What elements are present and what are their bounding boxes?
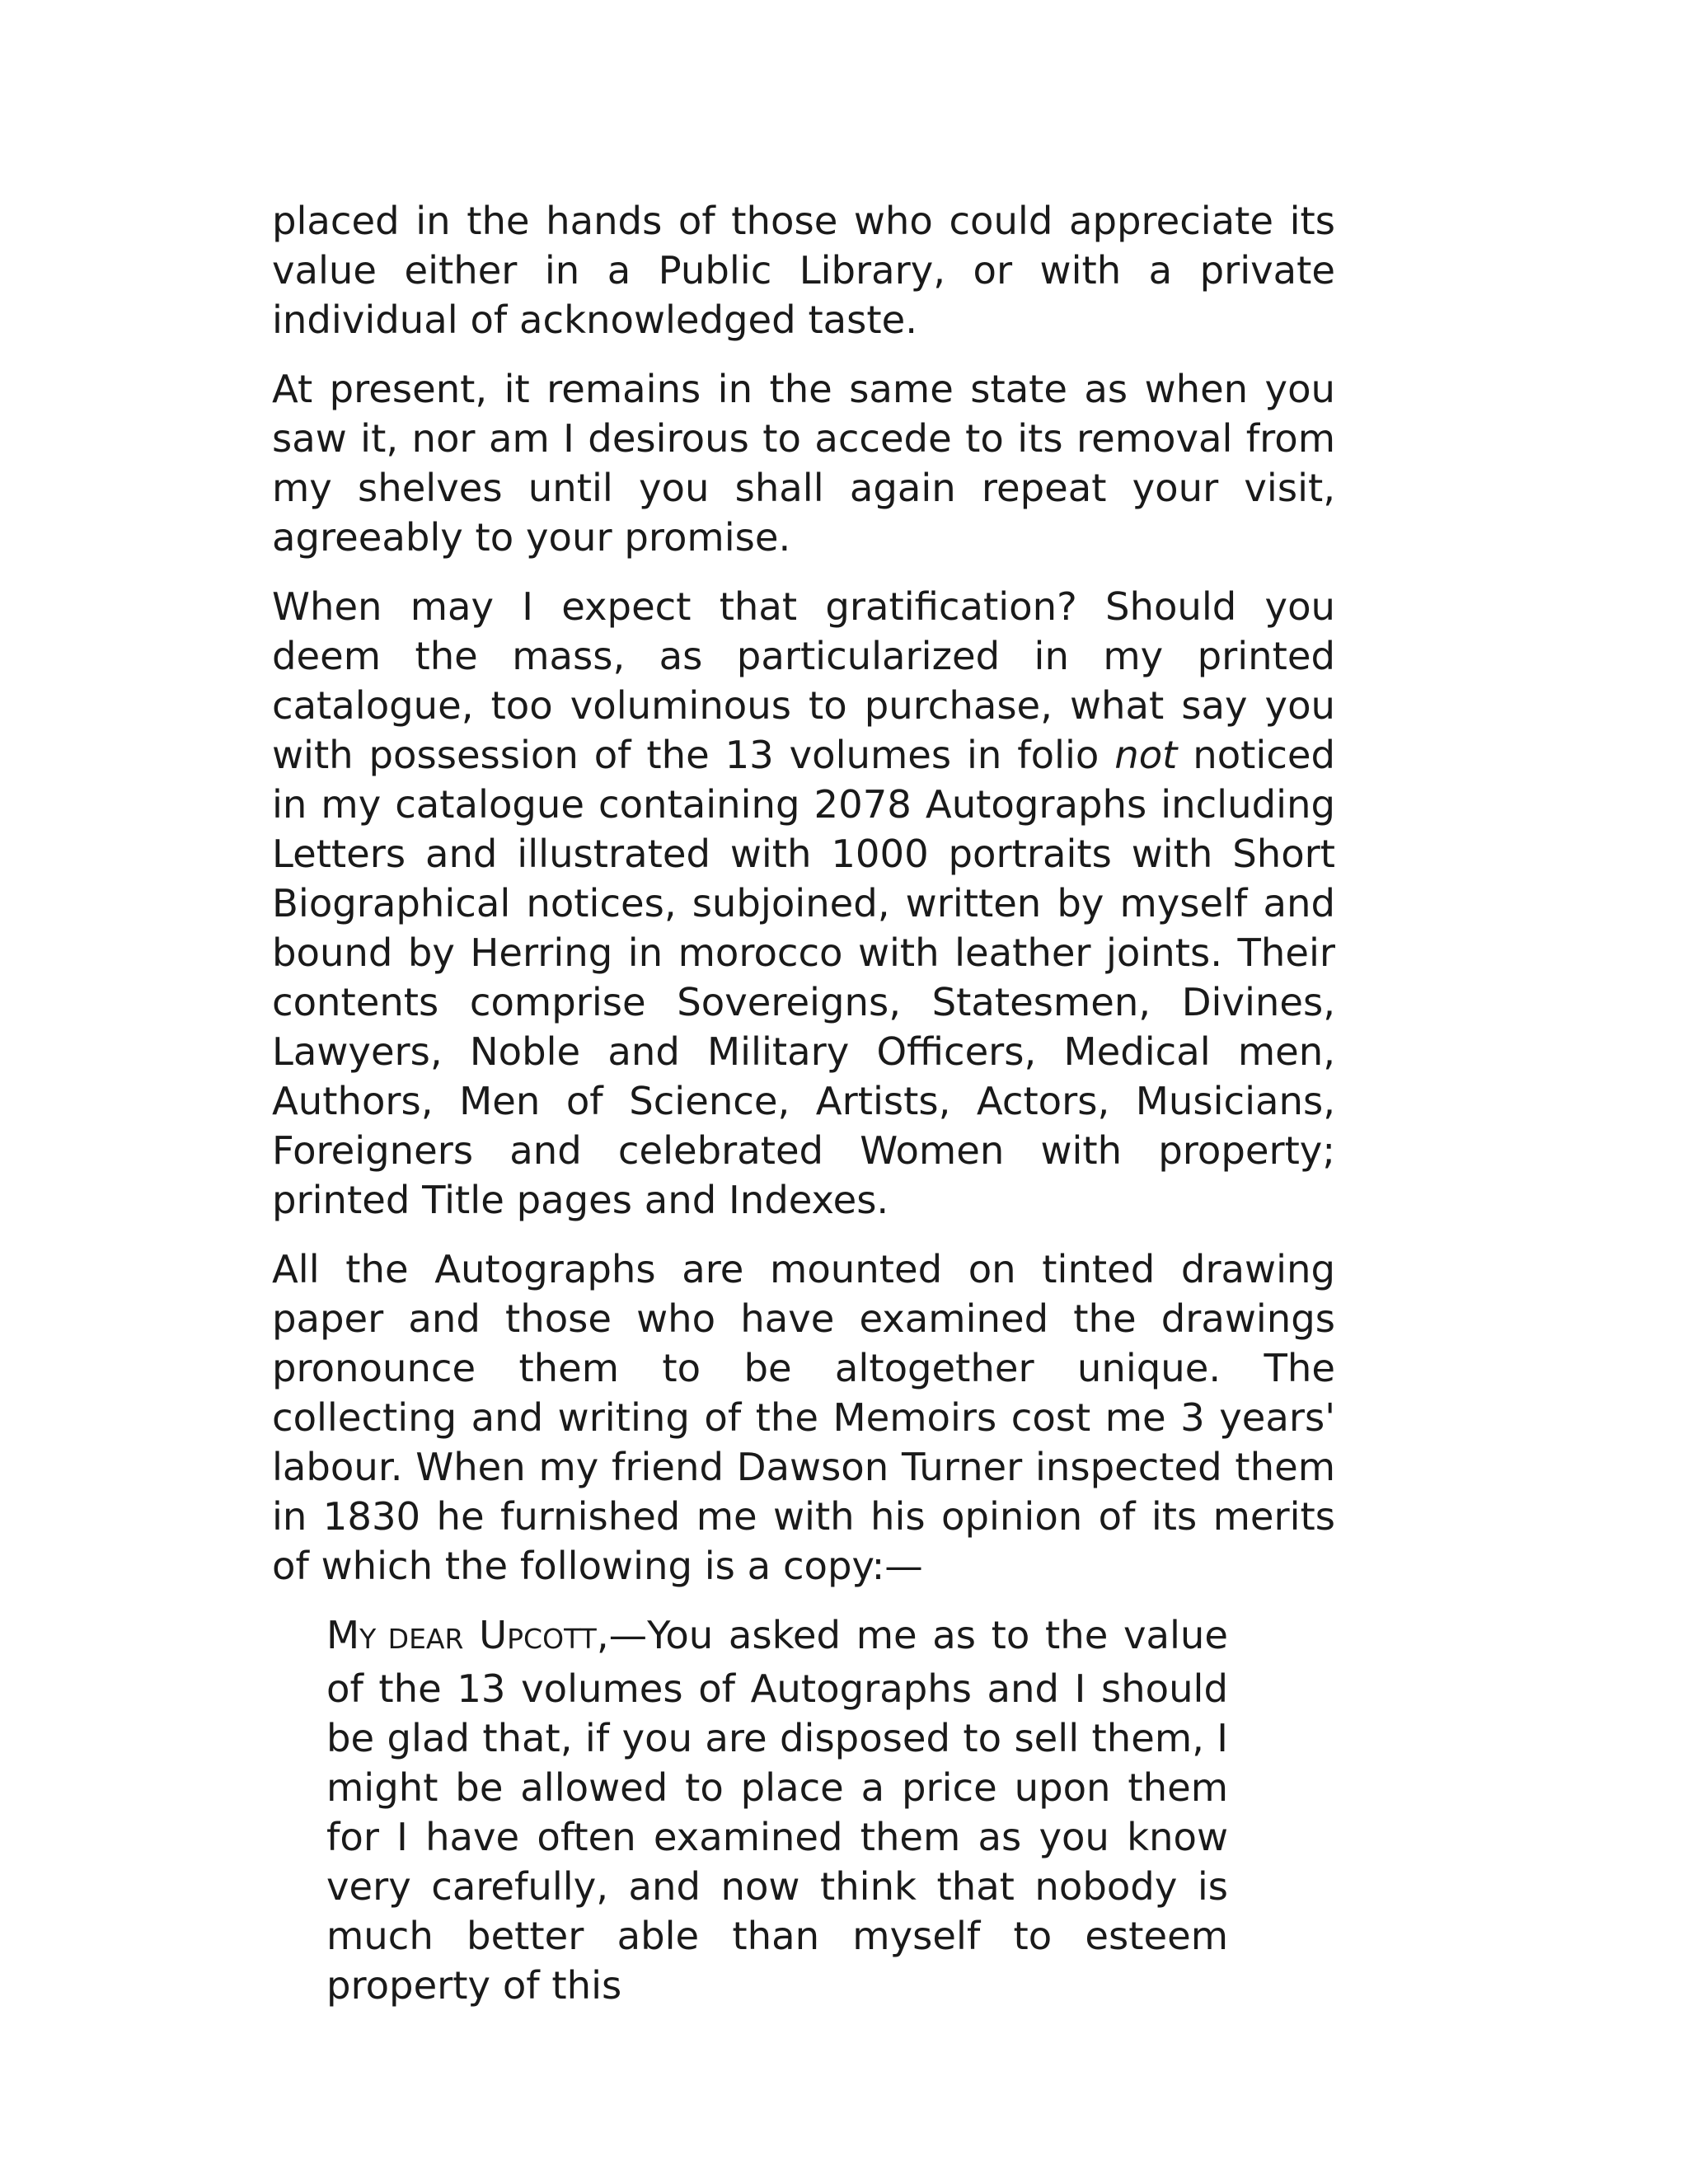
paragraph-1: placed in the hands of those who could appreciate its value either in a Public Library, or with a private individual of acknowledged taste. [272,199,1335,342]
salutation-small-caps-y-dear: Y DEAR [359,1623,464,1655]
paragraph-2: At present, it remains in the same state as when you saw it, nor am I desirous to accede to its removal from my shelves until you shall again repeat your visit, agreeably to your promise. [272,367,1335,560]
text-column [272,196,1335,2010]
salutation [326,1613,597,1657]
salutation-initial-u: U [479,1613,508,1657]
salutation-initial-m: M [326,1613,360,1657]
salutation-small-caps-pcott: PCOTT [507,1623,597,1655]
quoted-letter-body: ,—You asked me as to the value of the 13 volumes of Autographs and I should be glad that, if you are disposed to sell them, I might be allowed to place a price upon them for I have often examined them as you know very carefully, and now think that nobody is much better able than myself to esteem property of this [326,1613,1228,2008]
paragraph-3-text-start: When may I expect that gratification? Should you deem the mass, as particularized in my printed catalogue, too voluminous to purchase, what say you with possession of the 13 volumes in folio [272,584,1335,777]
italic-emphasis: not [1114,733,1178,777]
paragraph-3-text-end: noticed in my catalogue containing 2078 Autographs including Letters and illustrated with 1000 portraits with Short Biographical notices, subjoined, written by myself and bound by Herring in morocco with leather joints. Their contents comprise Sovereigns, Statesmen, Divines, Lawyers, Noble and Military Officers, Medical men, Authors, Men of Science, Artists, Actors, Musicians, Foreigners and celebrated Women with property; printed Title pages and Indexes. [272,733,1336,1222]
paragraph-3 [272,582,1335,1225]
paragraph-4: All the Autographs are mounted on tinted drawing paper and those who have examined the drawings pronounce them to be altogether unique. The collecting and writing of the Memoirs cost me 3 years' labour. When my friend Dawson Turner inspected them in 1830 he furnished me with his opinion of its merits of which the following is a copy:— [272,1247,1335,1588]
quoted-letter [326,1610,1228,2010]
